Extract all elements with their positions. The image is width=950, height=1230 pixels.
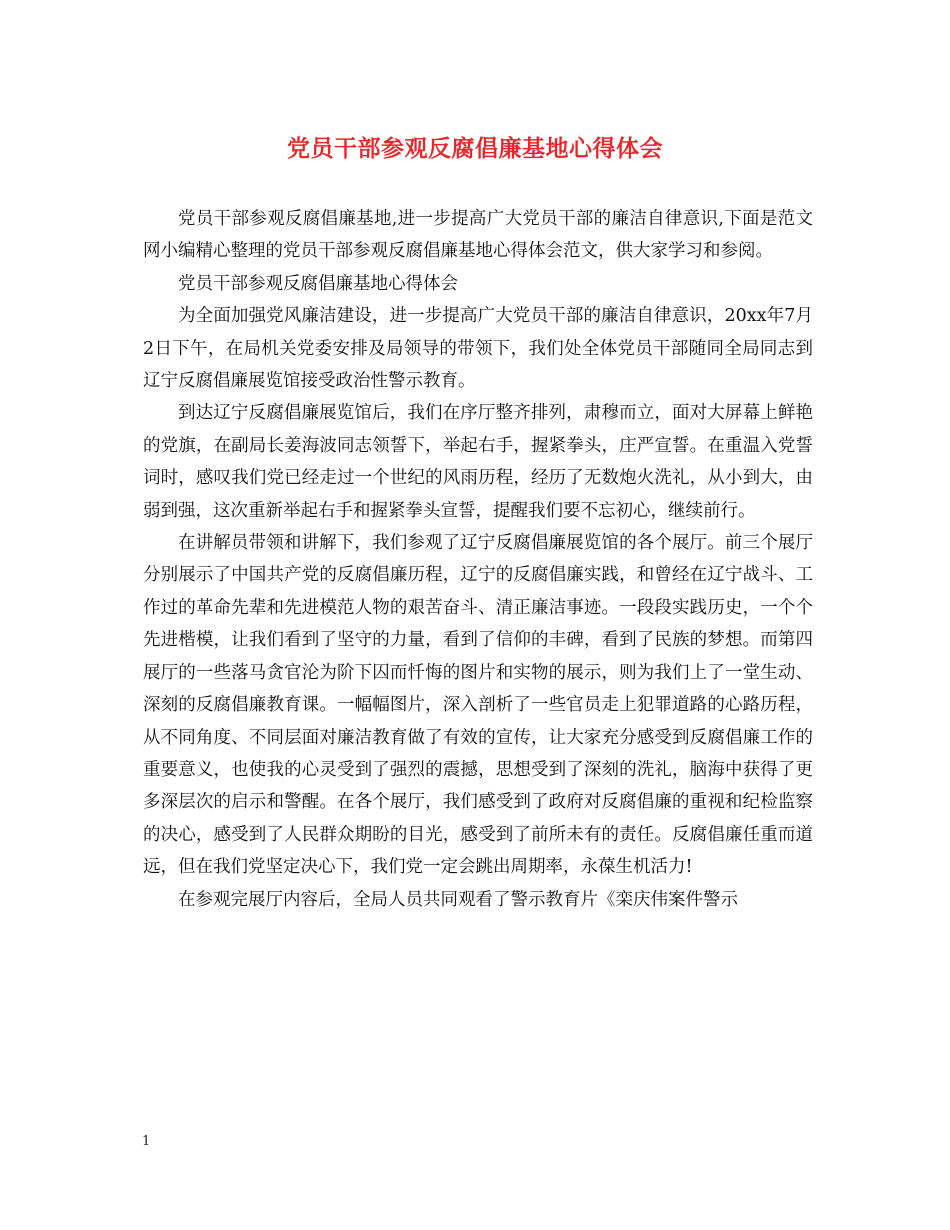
body-paragraph: 在讲解员带领和讲解下，我们参观了辽宁反腐倡廉展览馆的各个展厅。前三个展厅分别展示了中国共产党的反腐倡廉历程，辽宁的反腐倡廉实践，和曾经在辽宁战斗、工作过的革命先辈和先进模范人物的艰苦奋斗、清正廉洁事迹。一段段实践历史，一个个先进楷模，让我们看到了坚守的力量，看到了信仰的丰碑，看到了民族的梦想。而第四展厅的一些落马贪官沦为阶下囚而忏悔的图片和实物的展示，则为我们上了一堂生动、深刻的反腐倡廉教育课。一幅幅图片，深入剖析了一些官员走上犯罪道路的心路历程，从不同角度、不同层面对廉洁教育做了有效的宣传，让大家充分感受到反腐倡廉工作的重要意义，也使我的心灵受到了强烈的震撼，思想受到了深刻的洗礼，脑海中获得了更多深层次的启示和警醒。在各个展厅，我们感受到了政府对反腐倡廉的重视和纪检监察的决心，感受到了人民群众期盼的目光，感受到了前所未有的责任。反腐倡廉任重而道远，但在我们党坚定决心下，我们党一定会跳出周期率，永葆生机活力! [143,533,813,878]
document-title: 党员干部参观反腐倡廉基地心得体会 [287,135,663,162]
body-paragraph: 为全面加强党风廉洁建设，进一步提高广大党员干部的廉洁自律意识，20xx年7月2日下午，在局机关党委安排及局领导的带领下，我们处全体党员干部随同全局同志到辽宁反腐倡廉展览馆接受政治性警示教育。 [143,306,813,392]
body-paragraph: 到达辽宁反腐倡廉展览馆后，我们在序厅整齐排列，肃穆而立，面对大屏幕上鲜艳的党旗，在副局长姜海波同志领誓下，举起右手，握紧拳头，庄严宣誓。在重温入党誓词时，感叹我们党已经走过一个世纪的风雨历程，经历了无数炮火洗礼，从小到大，由弱到强，这次重新举起右手和握紧拳头宣誓，提醒我们要不忘初心，继续前行。 [143,403,813,521]
section-heading: 党员干部参观反腐倡廉基地心得体会 [178,273,458,294]
intro-paragraph: 党员干部参观反腐倡廉基地,进一步提高广大党员干部的廉洁自律意识,下面是范文网小编精心整理的党员干部参观反腐倡廉基地心得体会范文，供大家学习和参阅。 [143,209,813,262]
document-body [143,203,813,916]
body-paragraph: 在参观完展厅内容后，全局人员共同观看了警示教育片《栾庆伟案件警示 [178,889,738,910]
page-number: 1 [142,1134,151,1149]
